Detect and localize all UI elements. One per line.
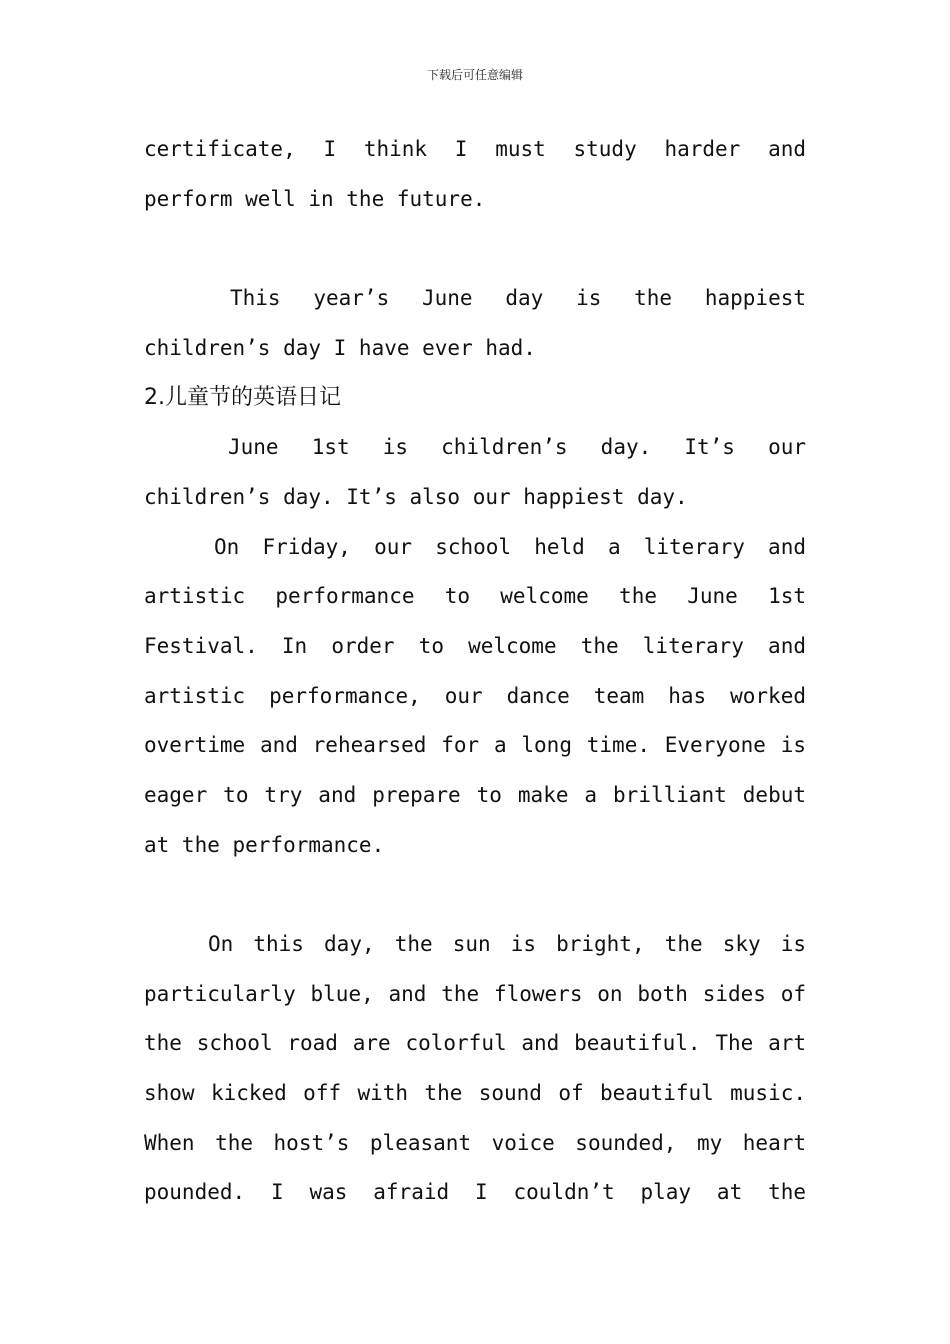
text-line: artistic performance, our dance team has worked	[144, 683, 806, 708]
section-heading: 2.儿童节的英语日记	[144, 385, 341, 411]
document-body	[144, 125, 806, 1218]
text-line: at the performance.	[144, 832, 385, 857]
blank-line	[144, 870, 806, 920]
text-line: pounded. I was afraid I couldn’t play at the	[144, 1180, 806, 1205]
text-line: certificate, I think I must study harder and	[144, 137, 806, 161]
text-line: eager to try and prepare to make a brilliant debut	[144, 782, 806, 807]
text-line: June 1st is children’s day. It’s our	[228, 435, 806, 460]
text-line: children’s day. It’s also our happiest day.	[144, 484, 688, 509]
text-line: overtime and rehearsed for a long time. Everyone is	[144, 733, 806, 758]
text-line: children’s day I have ever had.	[144, 335, 536, 360]
text-line: Festival. In order to welcome the literary and	[144, 633, 806, 658]
text-line: the school road are colorful and beautiful. The art	[144, 1031, 806, 1056]
text-line: When the host’s pleasant voice sounded, my heart	[144, 1130, 806, 1155]
text-line: particularly blue, and the flowers on both sides of	[144, 981, 806, 1006]
text-line: This year’s June day is the happiest	[230, 286, 806, 311]
text-line: On Friday, our school held a literary and	[214, 534, 806, 559]
text-line: artistic performance to welcome the June 1st	[144, 584, 806, 609]
text-line: show kicked off with the sound of beautiful music.	[144, 1081, 806, 1106]
text-line: perform well in the future.	[144, 186, 486, 211]
blank-line	[144, 224, 806, 274]
text-line: On this day, the sun is bright, the sky is	[208, 932, 806, 956]
page-header: 下载后可任意编辑	[426, 68, 523, 82]
